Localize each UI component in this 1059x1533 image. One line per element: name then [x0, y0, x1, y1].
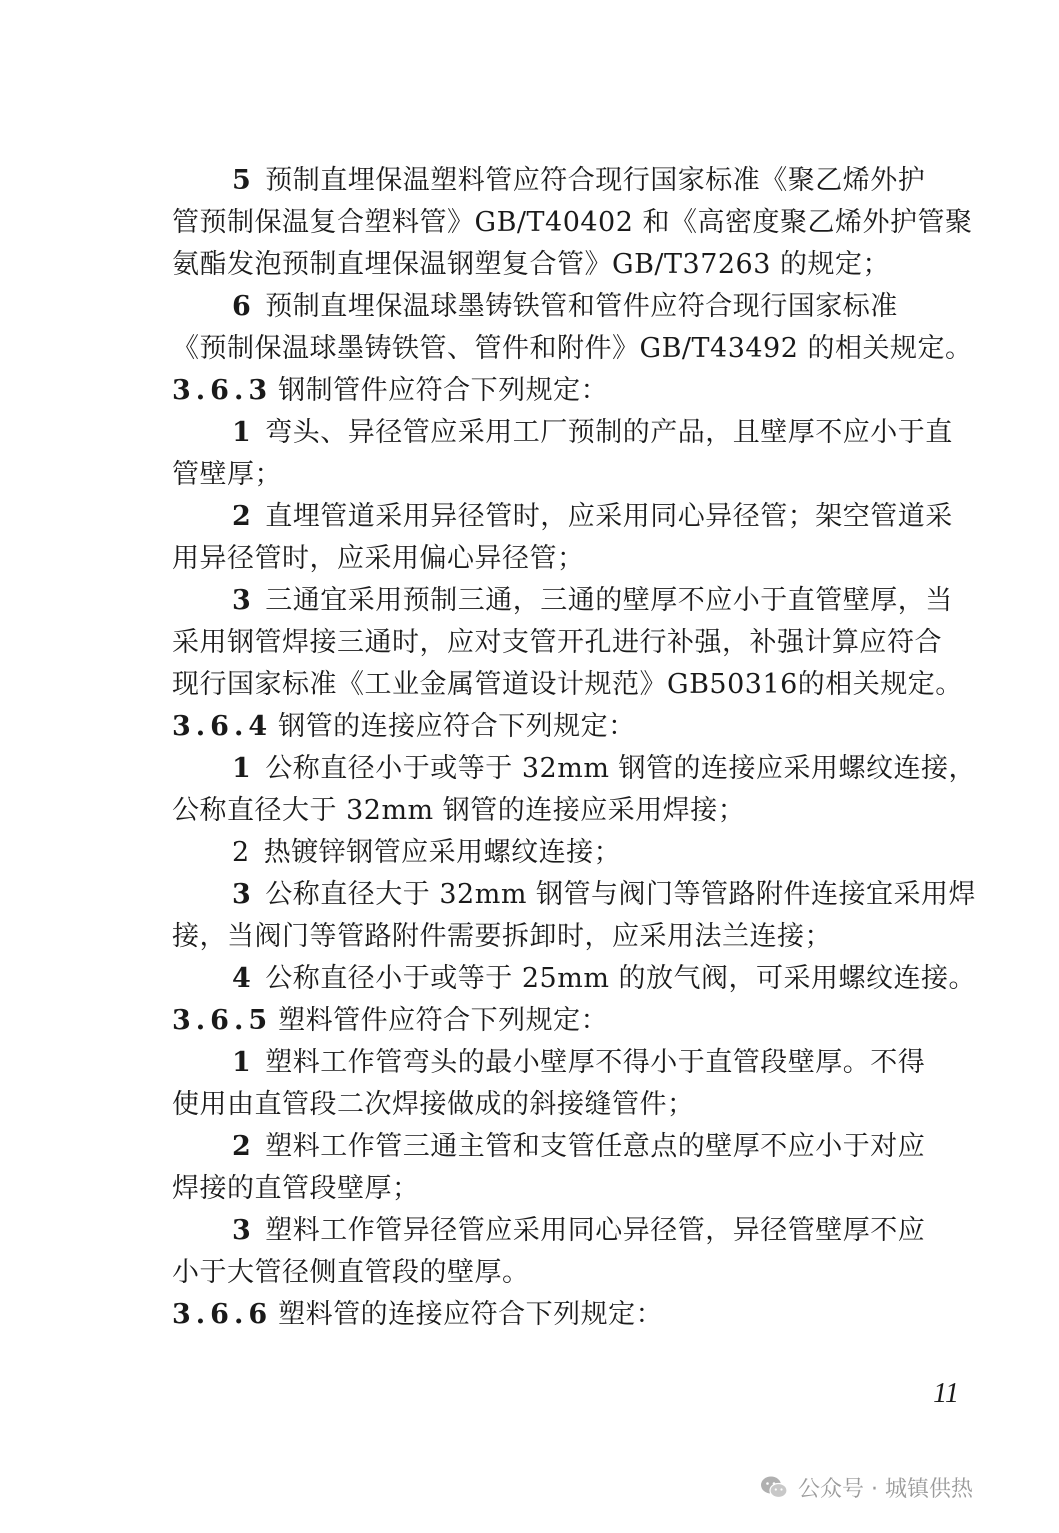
section-heading: 3.6.5 塑料管件应符合下列规定：	[172, 1005, 609, 1036]
clause-line: 管预制保温复合塑料管》GB/T40402 和《高密度聚乙烯外护管聚	[172, 207, 973, 238]
clause-number: 1	[232, 753, 252, 784]
clause-line: 3 三通宜采用预制三通，三通的壁厚不应小于直管壁厚，当	[232, 585, 953, 616]
clause-line: 氨酯发泡预制直埋保温钢塑复合管》GB/T37263 的规定；	[172, 249, 890, 280]
section-number: 3.6.4	[172, 711, 273, 742]
clause-line: 2 热镀锌钢管应采用螺纹连接；	[232, 837, 622, 868]
clause-line: 3 公称直径大于 32mm 钢管与阀门等管路附件连接宜采用焊	[232, 879, 977, 910]
clause-number: 1	[232, 417, 252, 448]
clause-number: 2	[232, 1131, 252, 1162]
clause-line: 5 预制直埋保温塑料管应符合现行国家标准《聚乙烯外护	[232, 165, 926, 196]
watermark-label: 公众号 · 城镇供热	[798, 1477, 973, 1502]
clause-line: 管壁厚；	[172, 459, 282, 490]
clause-line: 2 直埋管道采用异径管时，应采用同心异径管；架空管道采	[232, 501, 953, 532]
section-heading: 3.6.6 塑料管的连接应符合下列规定：	[172, 1299, 664, 1330]
clause-line: 接，当阀门等管路附件需要拆卸时，应采用法兰连接；	[172, 921, 832, 952]
clause-number: 1	[232, 1047, 252, 1078]
clause-line: 1 公称直径小于或等于 32mm 钢管的连接应采用螺纹连接，	[232, 753, 977, 784]
watermark	[760, 1472, 973, 1503]
section-number: 3.6.6	[172, 1299, 273, 1330]
clause-line: 使用由直管段二次焊接做成的斜接缝管件；	[172, 1089, 695, 1120]
clause-line: 公称直径大于 32mm 钢管的连接应采用焊接；	[172, 795, 746, 826]
clause-line: 1 弯头、异径管应采用工厂预制的产品，且壁厚不应小于直	[232, 417, 953, 448]
section-number: 3.6.3	[172, 375, 273, 406]
clause-line: 小于大管径侧直管段的壁厚。	[172, 1257, 530, 1288]
section-number: 3.6.5	[172, 1005, 273, 1036]
wechat-icon	[760, 1475, 788, 1501]
clause-line: 6 预制直埋保温球墨铸铁管和管件应符合现行国家标准	[232, 291, 898, 322]
clause-number: 2	[232, 501, 252, 532]
clause-line: 用异径管时，应采用偏心异径管；	[172, 543, 585, 574]
clause-line: 4 公称直径小于或等于 25mm 的放气阀，可采用螺纹连接。	[232, 963, 977, 994]
section-heading: 3.6.4 钢管的连接应符合下列规定：	[172, 711, 636, 742]
section-heading: 3.6.3 钢制管件应符合下列规定：	[172, 375, 609, 406]
clause-line: 现行国家标准《工业金属管道设计规范》GB50316的相关规定。	[172, 669, 963, 700]
clause-line: 《预制保温球墨铸铁管、管件和附件》GB/T43492 的相关规定。	[172, 333, 973, 364]
clause-line: 2 塑料工作管三通主管和支管任意点的壁厚不应小于对应	[232, 1131, 926, 1162]
clause-number: 4	[232, 963, 252, 994]
clause-number: 3	[232, 585, 252, 616]
clause-number: 3	[232, 879, 252, 910]
clause-number: 3	[232, 1215, 252, 1246]
clause-line: 采用钢管焊接三通时，应对支管开孔进行补强，补强计算应符合	[172, 627, 942, 658]
clause-line: 1 塑料工作管弯头的最小壁厚不得小于直管段壁厚。不得	[232, 1047, 926, 1078]
clause-number: 2	[232, 837, 250, 868]
clause-line: 焊接的直管段壁厚；	[172, 1173, 420, 1204]
clause-number: 6	[232, 291, 252, 322]
clause-number: 5	[232, 165, 252, 196]
page-number: 11	[933, 1378, 959, 1409]
clause-line: 3 塑料工作管异径管应采用同心异径管，异径管壁厚不应	[232, 1215, 926, 1246]
